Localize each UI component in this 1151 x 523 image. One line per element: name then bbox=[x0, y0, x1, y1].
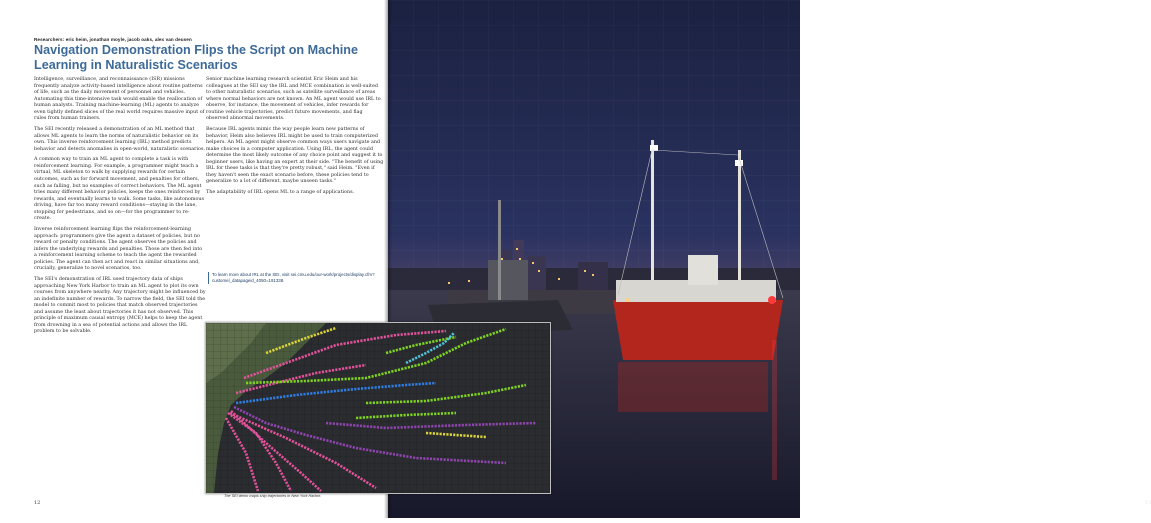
paragraph: A common way to train an ML agent to complete a task is with reinforcement learning. For example, a programmer might teach a virtual, ML skeleton to walk by supplying rewards for certain outcomes, such as for forward movement, and penalties for others, such as falling, but no examples of correct behaviors. The ML agent tries many different behavior policies, keeps the ones reinforced by rewards, and eventually learns to walk. Some tasks, like autonomous driving, have far too many reward conditions—staying in the lane, stopping for pedestrians, and so on—for the programmer to re-create. bbox=[34, 156, 205, 222]
paragraph: Senior machine learning research scientist Eric Heim and his colleagues at the SEI say the IRL and MCE combination is well-suited to other naturalistic scenarios, such as satellite surveillance of areas where normal behaviors are not known. An ML agent would use IRL to observe, for instance, the movement of vehicles, infer rewards for routine vehicle trajectories, predict future movements, and flag observed abnormal movements. bbox=[206, 76, 381, 122]
byline: Researchers: eric heim, jonathan moyle, jacob oaks, alex van deusen bbox=[34, 37, 192, 42]
trajectory-map-figure bbox=[205, 322, 551, 494]
paragraph: The SEI's demonstration of IRL used trajectory data of ships approaching New York Harbor to train an ML agent to plot its own courses from anywhere nearby. Any trajectory might be influenced by an indefinite number of rewards. To narrow the field, the SEI told the model to commit most to policies that match observed trajectories and assume the least about trajectories it has not observed. This principle of maximum causal entropy (MCE) helps to keep the agent from drowning in a sea of potential actions and allows the IRL problem to be solvable. bbox=[34, 276, 206, 335]
learn-more-note[interactable] bbox=[208, 272, 388, 284]
trajectory-map bbox=[206, 323, 550, 493]
paragraph: The SEI recently released a demonstration of an ML method that allows ML agents to learn the norms of naturalistic behavior on its own. This inverse reinforcement learning (IRL) method predicts behavior and detects anomalies in open-world, naturalistic scenarios. bbox=[34, 126, 205, 152]
body-column-2 bbox=[206, 76, 384, 200]
article-title: Navigation Demonstration Flips the Script on Machine Learning in Naturalistic Scenarios bbox=[34, 43, 358, 72]
page-number-left: 12 bbox=[34, 500, 41, 506]
body-column-1 bbox=[34, 76, 206, 339]
paragraph: Inverse reinforcement learning flips the reinforcement-learning approach: programmers give the agent a dataset of policies, but no reward or penalty conditions. The agent observes the policies and infers the underlying rewards and penalties. Those are then fed into a reinforcement learning scheme to teach the agent the rewarded policies. The agent can then act and react in similar situations and, crucially, generalize to novel scenarios, too. bbox=[34, 226, 203, 272]
learn-more-text: To learn more about IRL at the SEI, visit sei.cmu.edu/our-work/projects/display.cfm?customel_datapageid_4050=191338. bbox=[212, 272, 375, 283]
paragraph: Intelligence, surveillance, and reconnaissance (ISR) missions frequently analyze activity-based intelligence about routine patterns of life, such as the daily movement of personnel and vehicles. Automating this time-intensive task would enable the reallocation of human analysts. Training machine-learning (ML) agents to analyze even tightly defined slices of the real world requires massive input of rules from human trainers. bbox=[34, 76, 205, 122]
paragraph: The adaptability of IRL opens ML to a range of applications. bbox=[206, 189, 355, 196]
page-number-right: 13 bbox=[1145, 500, 1151, 506]
paragraph: Because IRL agents mimic the way people learn new patterns of behavior, Heim also believes IRL might be used to train computerized helpers. An ML agent might observe common ways users navigate and make choices in a computer application. Using IRL, the agent could determine the most likely outcome of any choice point and suggest it to beginner users, like having an expert at their side. "The benefit of using IRL for these tasks is that they're pretty robust," said Heim. "Even if they haven't seen the exact scenario before, these policies tend to generalize to a lot of different, maybe unseen tasks." bbox=[206, 126, 384, 185]
figure-caption: The SEI demo maps ship trajectories in New York Harbor. bbox=[224, 494, 322, 498]
